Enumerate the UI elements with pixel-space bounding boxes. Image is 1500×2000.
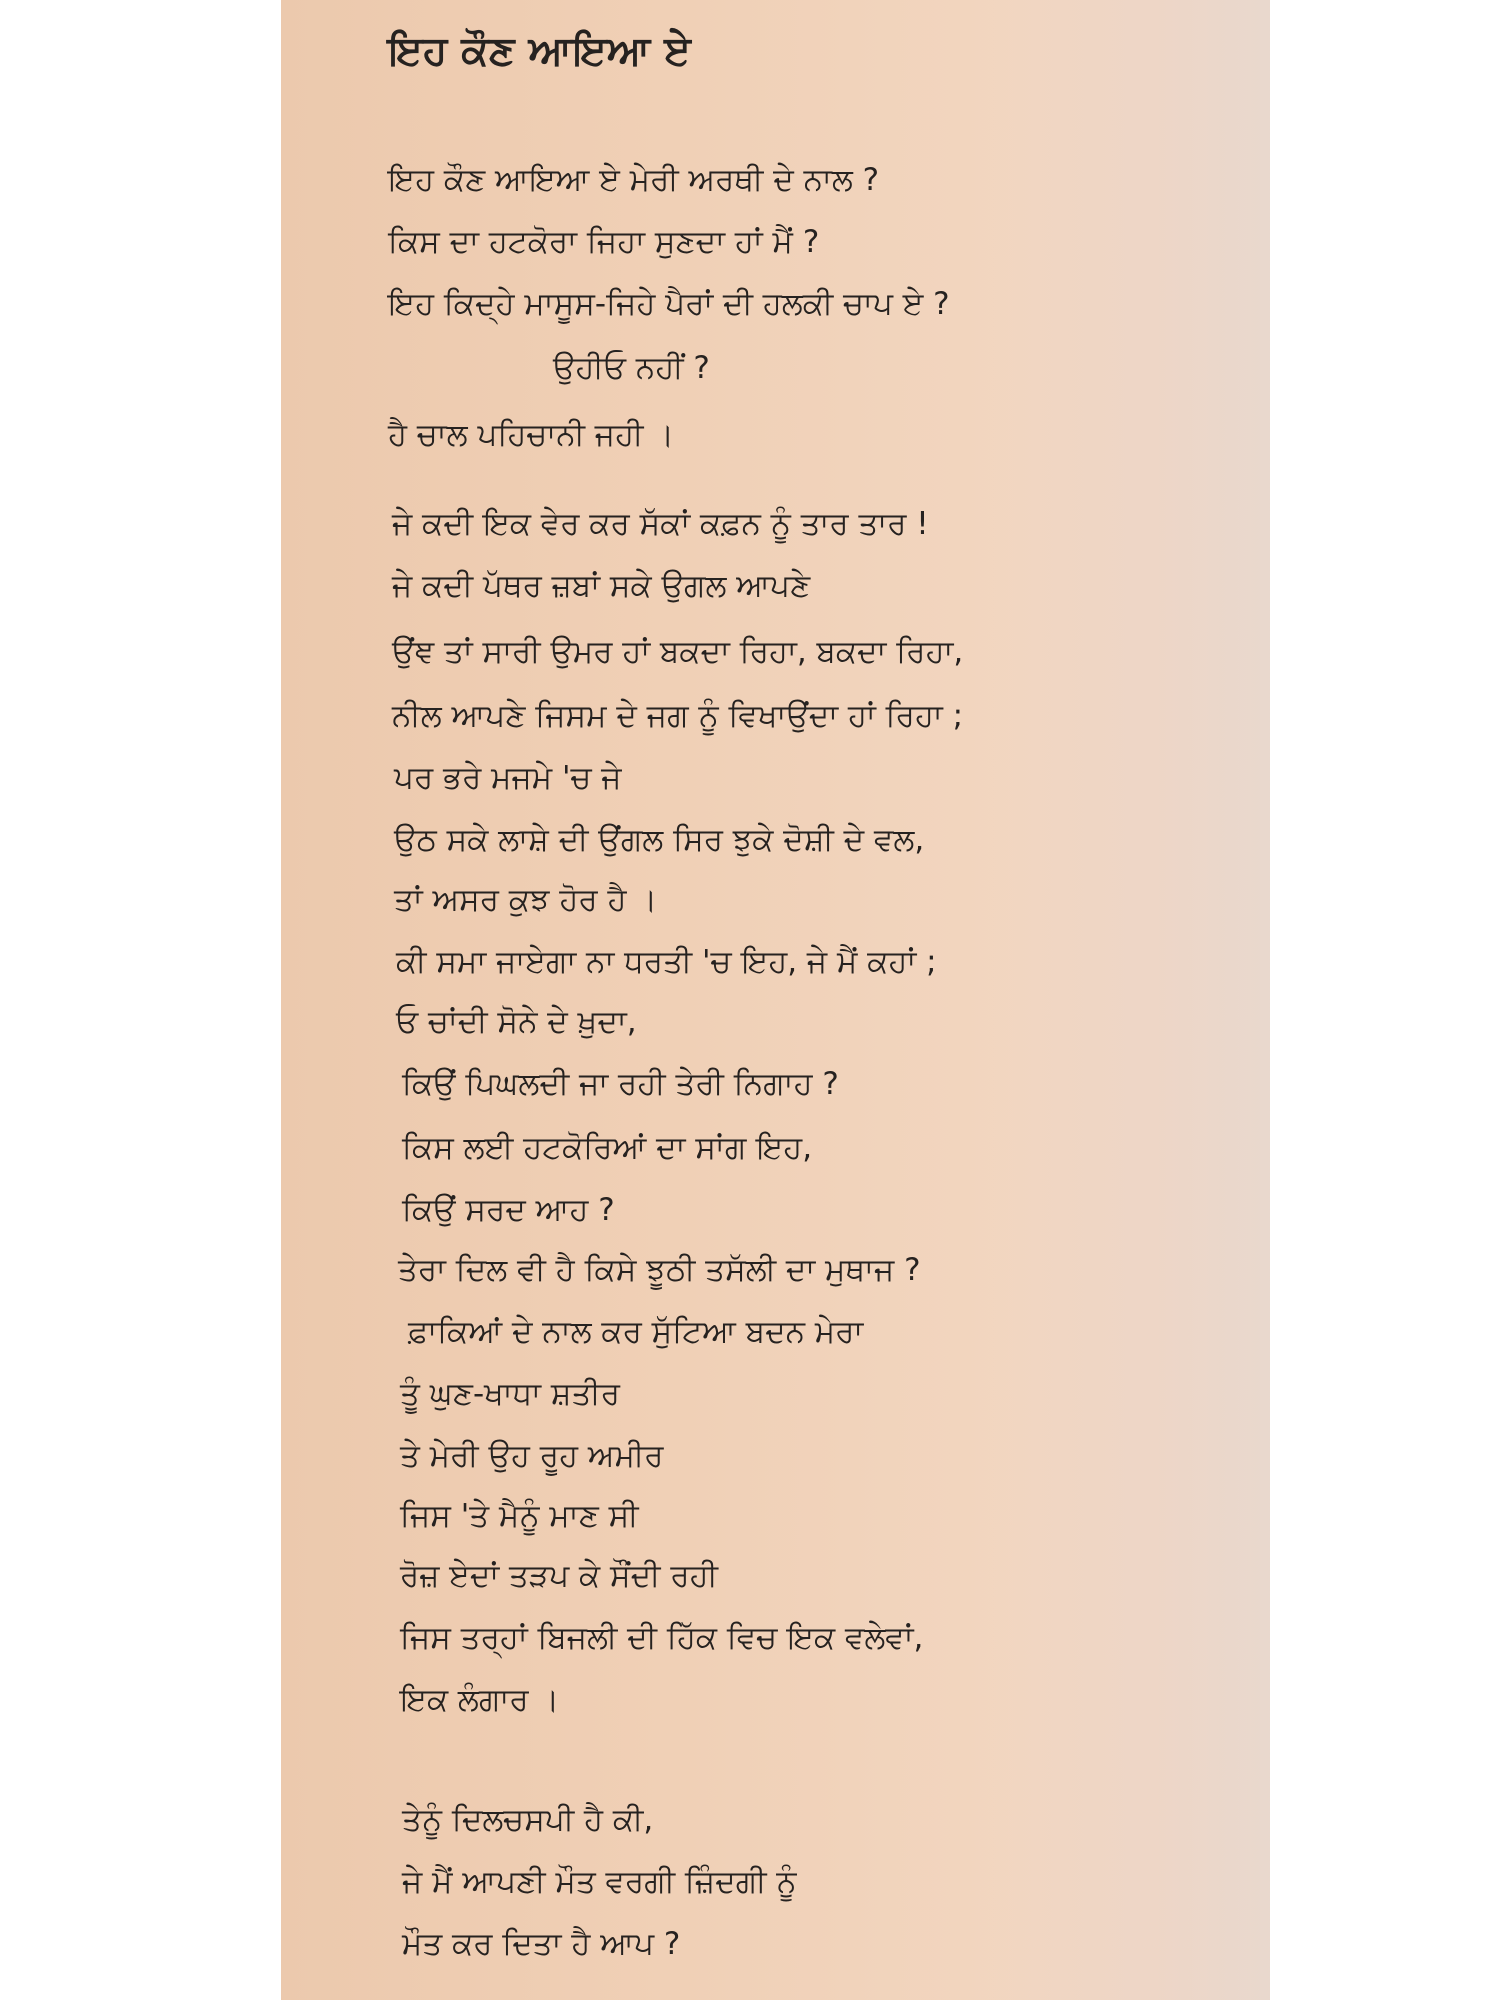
- poem: [388, 0, 1248, 2000]
- poem-line: ਕਿਸ ਦਾ ਹਟਕੋਰਾ ਜਿਹਾ ਸੁਣਦਾ ਹਾਂ ਮੈਂ ?: [388, 224, 820, 260]
- poem-line: ਇਕ ਲੰਗਾਰ ।: [400, 1682, 560, 1718]
- poem-line: ਕਿਉਂ ਪਿਘਲਦੀ ਜਾ ਰਹੀ ਤੇਰੀ ਨਿਗਾਹ ?: [402, 1066, 839, 1102]
- poem-line: ਮੌਤ ਕਰ ਦਿਤਾ ਹੈ ਆਪ ?: [402, 1926, 681, 1962]
- poem-title: ਇਹ ਕੌਣ ਆਇਆ ਏ: [388, 28, 691, 74]
- poem-line: ਤੇ ਮੇਰੀ ਉਹ ਰੂਹ ਅਮੀਰ: [400, 1438, 664, 1474]
- poem-line: ਹੈ ਚਾਲ ਪਹਿਚਾਨੀ ਜਹੀ ।: [388, 417, 675, 453]
- poem-line: ਤੂੰ ਘੁਣ-ਖਾਧਾ ਸ਼ਤੀਰ: [400, 1376, 620, 1412]
- poem-line: ਜੇ ਕਦੀ ਪੱਥਰ ਜ਼ਬਾਂ ਸਕੇ ਉਗਲ ਆਪਣੇ: [392, 568, 811, 604]
- poem-line: ਤੇਨੂੰ ਦਿਲਚਸਪੀ ਹੈ ਕੀ,: [402, 1802, 654, 1838]
- poem-line: ਇਹ ਕੌਣ ਆਇਆ ਏ ਮੇਰੀ ਅਰਥੀ ਦੇ ਨਾਲ ?: [388, 162, 880, 198]
- poem-line: ਤਾਂ ਅਸਰ ਕੁਝ ਹੋਰ ਹੈ ।: [394, 882, 658, 918]
- poem-line: ਓ ਚਾਂਦੀ ਸੋਨੇ ਦੇ ਖ਼ੁਦਾ,: [396, 1004, 637, 1040]
- poem-line: ਉਹੀਓ ਨਹੀਂ ?: [553, 350, 710, 386]
- scanned-page: [281, 0, 1270, 2000]
- poem-line: ਨੀਲ ਆਪਣੇ ਜਿਸਮ ਦੇ ਜਗ ਨੂੰ ਵਿਖਾਉਂਦਾ ਹਾਂ ਰਿਹਾ ;: [392, 698, 964, 734]
- poem-line: ਤੇਰਾ ਦਿਲ ਵੀ ਹੈ ਕਿਸੇ ਝੂਠੀ ਤਸੱਲੀ ਦਾ ਮੁਥਾਜ ?: [398, 1252, 921, 1288]
- poem-line: ਉਠ ਸਕੇ ਲਾਸ਼ੇ ਦੀ ਉਂਗਲ ਸਿਰ ਝੁਕੇ ਦੋਸ਼ੀ ਦੇ ਵਲ,: [394, 822, 925, 858]
- poem-line: ਜਿਸ ਤਰ੍ਹਾਂ ਬਿਜਲੀ ਦੀ ਹਿੱਕ ਵਿਚ ਇਕ ਵਲੇਵਾਂ,: [400, 1620, 924, 1656]
- poem-line: ਫ਼ਾਕਿਆਂ ਦੇ ਨਾਲ ਕਰ ਸੁੱਟਿਆ ਬਦਨ ਮੇਰਾ: [408, 1314, 864, 1350]
- poem-line: ਪਰ ਭਰੇ ਮਜਮੇ 'ਚ ਜੇ: [394, 760, 622, 796]
- poem-line: ਉਂਞ ਤਾਂ ਸਾਰੀ ਉਮਰ ਹਾਂ ਬਕਦਾ ਰਿਹਾ, ਬਕਦਾ ਰਿਹਾ,: [392, 634, 964, 670]
- poem-line: ਰੋਜ਼ ਏਦਾਂ ਤੜਪ ਕੇ ਸੌਂਦੀ ਰਹੀ: [400, 1558, 718, 1594]
- poem-line: ਕਿਉਂ ਸਰਦ ਆਹ ?: [402, 1192, 615, 1228]
- poem-line: ਕੀ ਸਮਾ ਜਾਏਗਾ ਨਾ ਧਰਤੀ 'ਚ ਇਹ, ਜੇ ਮੈਂ ਕਹਾਂ ;: [396, 944, 937, 980]
- poem-line: ਜੇ ਮੈਂ ਆਪਣੀ ਮੌਤ ਵਰਗੀ ਜ਼ਿੰਦਗੀ ਨੂੰ: [402, 1864, 797, 1900]
- poem-line: ਜੇ ਕਦੀ ਇਕ ਵੇਰ ਕਰ ਸੱਕਾਂ ਕਫ਼ਨ ਨੂੰ ਤਾਰ ਤਾਰ !: [392, 506, 929, 542]
- poem-line: ਜਿਸ 'ਤੇ ਮੈਨੂੰ ਮਾਣ ਸੀ: [400, 1498, 639, 1534]
- poem-line: ਕਿਸ ਲਈ ਹਟਕੋਰਿਆਂ ਦਾ ਸਾਂਗ ਇਹ,: [402, 1130, 813, 1166]
- poem-line: ਇਹ ਕਿਦ੍ਹੇ ਮਾਸੂਸ-ਜਿਹੇ ਪੈਰਾਂ ਦੀ ਹਲਕੀ ਚਾਪ ਏ ?: [388, 286, 950, 322]
